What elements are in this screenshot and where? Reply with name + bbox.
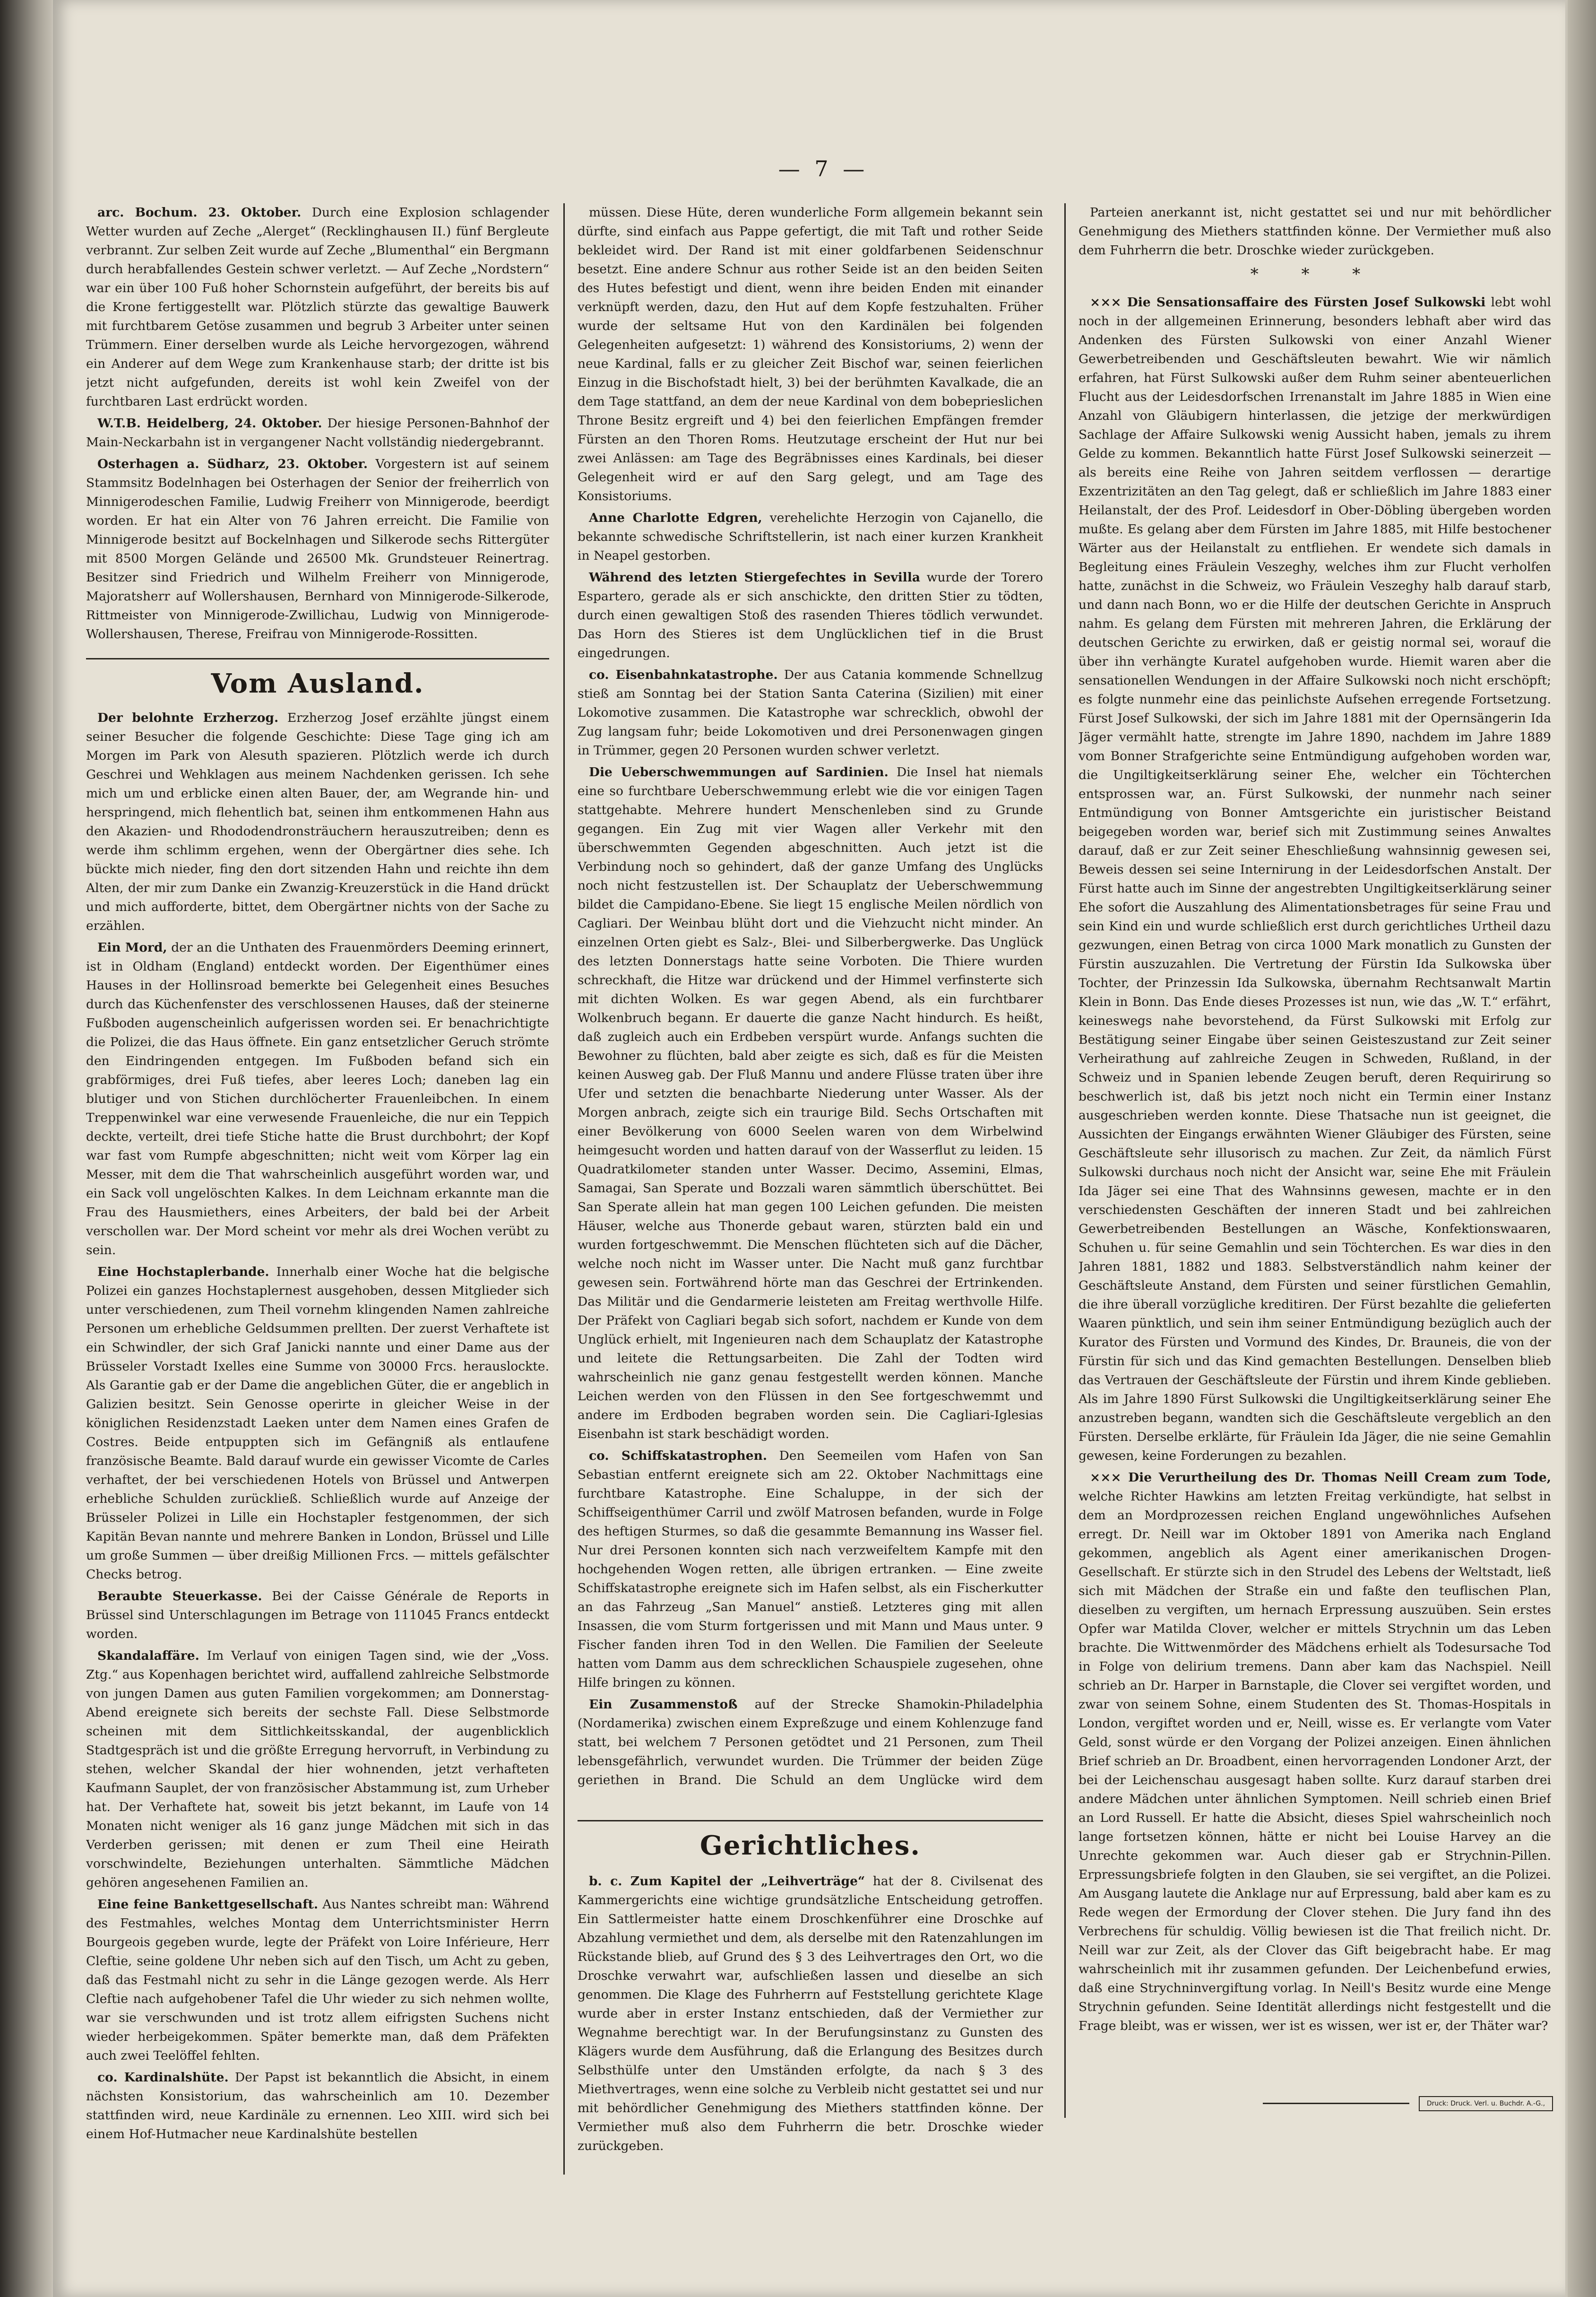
end-rule [1263, 2103, 1409, 2104]
court-column [578, 1872, 1043, 2203]
article-leihvertraege: b. c. Zum Kapitel der „Leihverträge“ hat der 8. Civilsenat des Kammergerichts eine wichtige grundsätzliche Entscheidung getroffen. Ein Sattlermeister hatte einem Droschkenführer eine Droschke auf Abzahlung vermiethet und dem, als derselbe mit den Ratenzahlungen im Rückstande blieb, auf Grund des § 3 des Leihvertrages den Ort, wo die Droschke verwahrt war, aufschließen lassen und dieselbe an sich genommen. Die Klage des Fuhrherrn auf Feststellung gerichtete Klage wurde aber in erster Instanz entschieden, daß der Vermiether zur Wegnahme berechtigt war. In der Berufungsinstanz zu Gunsten des Klägers wurde dem Ausführung, daß die Erlangung des Besitzes durch Selbsthülfe unter den Umständen erfolgte, da nach § 3 des Miethvertrages, wenn eine solche zu Verbleib nicht gestattet sei und nur mit behördlicher Genehmigung des Miethers stattfinden könne. Der Vermiether muß also dem Fuhrherrn die betr. Droschke wieder zurückgeben. [578, 1874, 1043, 2153]
article-steuerkasse: Beraubte Steuerkasse. Bei der Caisse Générale de Reports in Brüssel sind Unterschlagungen im Betrage von 111045 Francs entdeckt worden. [86, 1589, 549, 1641]
article-eisenbahnkatastrophe: co. Eisenbahnkatastrophe. Der aus Catania kommende Schnellzug stieß am Sonntag bei der Station Santa Caterina (Sizilien) mit einer Lokomotive zusammen. Die Katastrophe war schrecklich, obwohl der Zug langsam fuhr; beide Lokomotiven und drei Personenwagen gingen in Trümmer, gegen 20 Personen wurden schwer verletzt. [578, 667, 1043, 758]
article-bochum: arc. Bochum. 23. Oktober. Durch eine Explosion schlagender Wetter wurden auf Zeche „Alerget“ (Recklinghausen II.) fünf Bergleute verbrannt. Zur selben Zeit wurde auf Zeche „Blumenthal“ ein Bergmann durch herabfallendes Gestein schwer verletzt. — Auf Zeche „Nordstern“ war ein über 100 Fuß hoher Schornstein aufgeführt, der bereits bis auf die Krone fertiggestellt war. Plötzlich stürzte das gewaltige Bauwerk mit furchtbarem Getöse zusammen und begrub 3 Arbeiter unter seinen Trümmern. Einer derselben wurde als Leiche hervorgezogen, während ein Anderer auf dem Wege zum Krankenhause starb; der dritte ist bis jetzt nicht aufgefunden, dereits ist wohl kein Zweifel von der furchtbaren Last erdrückt worden. [86, 205, 549, 409]
article-sulkowski: ××× Die Sensationsaffaire des Fürsten Josef Sulkowski lebt wohl noch in der allgemeinen Erinnerung, besonders lebhaft aber wird das Andenken des Fürsten Sulkowski von einer Anzahl Wiener Gewerbetreibenden und Geschäftsleuten bewahrt. Wie wir nämlich erfahren, hat Fürst Sulkowski außer dem Ruhm seiner abenteuerlichen Flucht aus der Leidesdorfschen Irrenanstalt im Jahre 1885 in Wien eine Anzahl von Gläubigern hinterlassen, die jetzige der merkwürdigen Sachlage der Affaire Sulkowski wenig Aussicht haben, jemals zu ihrem Gelde zu kommen. Bekanntlich hatte Fürst Josef Sulkowski seinerzeit — als bereits eine Reihe von Jahren seitdem verflossen — derartige Exzentrizitäten an den Tag gelegt, daß er schließlich im Jahre 1883 einer Heilanstalt, der des Prof. Leidesdorf in Ober-Döbling übergeben worden mußte. Es gelang aber dem Fürsten im Jahre 1885, mit Hilfe bestochener Wärter aus der Heilanstalt zu entfliehen. Er wendete sich damals in Begleitung eines Fräulein Veszeghy, welches ihm zur Flucht verholfen hatte, zunächst in die Schweiz, wo Fräulein Veszeghy halb darauf starb, und dann nach Bonn, wo er die Hilfe der deutschen Gerichte in Anspruch nahm. Es gelang dem Fürsten mit mehreren Jahren, die Erklärung der deutschen Gerichte zu erwirken, daß er geistig normal sei, worauf die über ihn verhängte Kuratel aufgehoben wurde. Hiemit waren aber die sensationellen Wendungen in der Affaire Sulkowski noch nicht erschöpft; es folgte nunmehr eine das peinlichste Aufsehen erregende Fortsetzung. Fürst Josef Sulkowski, der sich im Jahre 1881 mit der Opernsängerin Ida Jäger vermählt hatte, strengte im Jahre 1890, nachdem im Jahre 1889 vom Bonner Strafgerichte seine Entmündigung aufgehoben worden war, die Ungiltigkeitserklärung seiner Ehe, welcher ein Töchterchen entsprossen war, an. Fürst Sulkowski, der nunmehr nach seiner Entmündigung von Bonner Amtsgerichte ein juristischer Beistand beigegeben worden war, berief sich mit Zustimmung seines Anwaltes darauf, daß er zur Zeit seiner Eheschließung wahnsinnig gewesen sei, Beweis dessen sei seine Internirung in der Leidesdorfschen Anstalt. Der Fürst hatte auch im Sinne der angestrebten Ungiltigkeitserklärung seiner Ehe sofort die Auszahlung des Alimentationsbetrages für seine Frau und sein Kind ein und wurde schließlich erst durch gerichtliches Urtheil dazu gezwungen, einen Betrag von circa 1000 Mark monatlich zu Gunsten der Fürstin auszuzahlen. Die Vertretung der Fürstin Ida Sulkowska über Tochter, der Prinzessin Ida Sulkowska, übernahm Rechtsanwalt Martin Klein in Bonn. Das Ende dieses Prozesses ist nun, wie das „W. T.“ erfährt, keineswegs nahe bevorstehend, da Fürst Sulkowski mit Erfolg zur Bestätigung seiner Eingabe über seinen Geisteszustand zur Zeit seiner Verheirathung auf zahlreiche Zeugen in Schweden, Rußland, in der Schweiz und in Spanien lebende Zeugen beruft, deren Requirirung so beschwerlich ist, daß bis jetzt noch nicht ein Termin einer Instanz ausgeschrieben werden konnte. Diese Thatsache nun ist geeignet, die Aussichten der Eingangs erwähnten Wiener Gläubiger des Fürsten, seine Geschäftsleute sehr illusorisch zu machen. Zur Zeit, da nämlich Fürst Sulkowski durchaus noch nicht der Ansicht war, seine Ehe mit Fräulein Ida Jäger sei eine That des Wahnsinns gewesen, machte er in den verschiedensten Geschäften der inneren Stadt und bei zahlreichen Gewerbetreibenden Bestellungen an Wäsche, Konfektionswaaren, Schuhen u. für seine Gemahlin und sein Töchterchen. Es war dies in den Jahren 1881, 1882 und 1883. Selbstverständlich nahm keiner der Geschäftsleute Anstand, dem Fürsten und seiner fürstlichen Gemahlin, die ihre überall vorzügliche kreditiren. Der Fürst bezahlte die gelieferten Waaren pünktlich, und sein ihm seiner Entmündigung bezüglich auch der Kurator des Fürsten und Vormund des Kindes, Dr. Brauneis, die von der Fürstin für sich und das Kind gemachten Bestellungen. Denselben blieb das Vertrauen der Geschäftsleute der Fürstin und ihrem Kinde geblieben. Als im Jahre 1890 Fürst Sulkowski die Ungiltigkeitserklärung seiner Ehe anzustreben begann, wandten sich die Geschäftsleute vergeblich an den Fürsten. Derselbe erklärte, für Fräulein Ida Jäger, die nie seine Gemahlin gewesen, keine Forderungen zu bezahlen. [1078, 295, 1551, 1463]
column-rule-2 [1064, 203, 1066, 2118]
column-2 [578, 203, 1043, 1792]
article-kardinalshuete-cont: müssen. Diese Hüte, deren wunderliche Form allgemein bekannt sein dürfte, sind einfach aus Pappe gefertigt, die mit Taft und rother Seide bekleidet wird. Der Rand ist mit einer goldfarbenen Seidenschnur besetzt. Eine andere Schnur aus rother Seide ist an den beiden Seiten des Hutes befestigt und dient, wenn ihre beiden Enden mit einander verknüpft werden, dazu, den Hut auf dem Kopfe festzuhalten. Früher wurde der seltsame Hut von den Kardinälen bei folgenden Gelegenheiten aufgesetzt: 1) während des Konsistoriums, 2) wenn der neue Kardinal, falls er zu gleicher Zeit Bischof war, seinen feierlichen Einzug in die Bischofstadt hielt, 3) bei der berühmten Kavalkade, die an dem Tage stattfand, an dem der neue Kardinal von dem bobeprieslichen Throne Besitz ergreift und 4) bei den feierlichen Empfängen fremder Fürsten an den Thoren Roms. Heutzutage erscheint der Hut nur bei zwei Anlässen: am Tage des Begräbnisses eines Kardinals, bei dieser Gelegenheit wird er auf den Sarg gelegt, und am Tage des Konsistoriums. [578, 205, 1043, 503]
article-zusammenstoss: Ein Zusammenstoß auf der Strecke Shamokin-Philadelphia (Nordamerika) zwischen einem Expreßzuge und einem Kohlenzuge fand statt, bei welchem 7 Personen getödtet und 21 Personen, zum Theil lebensgefährlich, verwundet wurden. Die Trümmer der beiden Züge geriethen in Brand. Die Schuld an dem Unglücke wird dem [578, 1697, 1043, 1787]
page-edge [1568, 0, 1596, 2297]
star-divider: * * * [1250, 265, 1380, 284]
book-binding-shadow [0, 0, 52, 2297]
article-mord: Ein Mord, der an die Unthaten des Frauenmörders Deeming erinnert, ist in Oldham (England) entdeckt worden. Der Eigenthümer eines Hauses in der Hollinsroad bemerkte bei Gelegenheit eines Besuches durch das Küchenfenster des verschlossenen Hauses, daß der steinerne Fußboden augenscheinlich aufgerissen worden sei. Er benachrichtigte die Polizei, die das Haus öffnete. Ein ganz entsetzlicher Geruch strömte den Eindringenden entgegen. Im Fußboden befand sich ein grabförmiges, drei Fuß tiefes, aber leeres Loch; daneben lag ein blutiger und von Stichen durchlöcherter Frauenleibchen. In einem Treppenwinkel war eine verwesende Frauenleiche, die nur ein Teppich deckte, verteilt, drei tiefe Stiche hatte die Brust durchbohrt; der Kopf war fast vom Rumpfe abgeschnitten; nicht weit vom Körper lag ein Messer, mit dem die That wahrscheinlich ausgeführt worden war, und ein Sack voll ungelöschten Kalkes. In dem Leichnam erkannte man die Frau des Hausmiethers, eines Arbeiters, der bald bei der Arbeit verschollen war. Der Mord scheint vor mehr als drei Wochen verübt zu sein. [86, 940, 549, 1257]
section-title-court: Gerichtliches. [578, 1820, 1043, 1862]
section-title-foreign: Vom Ausland. [86, 658, 549, 700]
article-sardinien: Die Ueberschwemmungen auf Sardinien. Die Insel hat niemals eine so furchtbare Ueberschwemmung erlebt wie die vor einigen Tagen stattgehabte. Mehrere hundert Menschenleben sind zu Grunde gegangen. Ein Zug mit vier Wagen aller Verkehr mit den überschwemmten Gegenden abgeschnitten. Auch jetzt ist die Verbindung noch so gehindert, daß der ganze Umfang des Unglücks noch nicht festzustellen ist. Der Schauplatz der Ueberschwemmung bildet die Campidano-Ebene. Sie liegt 15 englische Meilen nördlich von Cagliari. Der Weinbau blüht dort und die Viehzucht nicht minder. An einzelnen Orten giebt es Salz-, Blei- und Silberbergwerke. Das Unglück des letzten Donnerstags hatte seine Vorboten. Die Thiere wurden schreckhaft, die Hitze war drückend und der Himmel verfinsterte sich mit dichten Wolken. Es war gegen Abend, als ein furchtbarer Wolkenbruch begann. Er dauerte die ganze Nacht hindurch. Es heißt, daß zugleich auch ein Erdbeben verspürt wurde. Anfangs suchten die Bewohner zu flüchten, bald aber zeigte es sich, daß es für die Meisten keinen Ausweg gab. Der Fluß Mannu und andere Flüsse traten über ihre Ufer und setzten die benachbarte Niederung unter Wasser. Als der Morgen anbrach, zeigte sich ein traurige Bild. Sechs Ortschaften mit einer Bevölkerung von 6000 Seelen waren von dem Wirbelwind heimgesucht worden und hatten darauf von der Wasserflut zu leiden. 15 Quadratkilometer standen unter Wasser. Decimo, Assemini, Elmas, Samagai, San Sperate und Bozzali waren sämmtlich überschüttet. Bei San Sperate allein hat man gegen 100 Leichen gefunden. Die meisten Häuser, welche aus Thonerde gebaut waren, stürzten bald ein und wurden fortgeschwemmt. Die Menschen flüchteten sich auf die Dächer, welche noch nicht im Wasser unter. Die Nacht muß ganz furchtbar gewesen sein. Fortwährend hörte man das Geschrei der Ertrinkenden. Das Militär und die Gendarmerie leisteten am Freitag werthvolle Hilfe. Der Präfekt von Cagliari begab sich sofort, nachdem er Kunde von dem Unglück erhielt, mit Ingenieuren nach dem Schauplatz der Katastrophe und leitete die Rettungsarbeiten. Die Zahl der Todten wird wahrscheinlich nie ganz genau festgestellt werden können. Manche Leichen werden von den Flüssen in den See fortgeschwemmt und andere im Erdboden begraben worden sein. Die Cagliari-Iglesias Eisenbahn ist stark beschädigt worden. [578, 765, 1043, 1441]
printer-imprint: Druck: Druck. Verl. u. Buchdr. A.-G., [1419, 2096, 1553, 2111]
newspaper-page [53, 0, 1565, 2297]
article-erzherzog: Der belohnte Erzherzog. Erzherzog Josef erzählte jüngst einem seiner Besucher die folgende Geschichte: Diese Tage ging ich am Morgen im Park von Alesuth spazieren. Plötzlich werde ich durch Geschrei und Wehklagen aus meinem Nachdenken gerissen. Ich sehe mich um und erblicke einen alten Bauer, der, am Wegrande hin- und herspringend, mich flehentlich bat, seinen ihm entkommenen Hahn aus den Akazien- und Rhododendronsträuchern herauszutreiben; denn es werde ihm schlimm ergehen, wenn der Obergärtner dies sehe. Ich bückte mich nieder, fing den dort sitzenden Hahn und reichte ihn dem Alten, der mir zum Danke ein Zwanzig-Kreuzerstück in die Hand drückt und mich aufforderte, bittet, dem Obergärtner nichts von der Sache zu erzählen. [86, 711, 549, 933]
article-bankettgesellschaft: Eine feine Bankettgesellschaft. Aus Nantes schreibt man: Während des Festmahles, welches Montag dem Unterrichtsminister Herrn Bourgeois gegeben wurde, legte der Präfekt von Loire Inférieure, Herr Cleftie, seine goldene Uhr neben sich auf den Tisch, um Acht zu geben, daß das Festmahl nicht zu sehr in die Länge gezogen werde. Als Herr Cleftie nach aufgehobener Tafel die Uhr wieder zu sich nehmen wollte, war sie verschwunden und ist trotz allem eifrigsten Suchens nicht wieder herbeigekommen. Später bemerkte man, daß dem Präfekten auch zwei Teelöffel fehlten. [86, 1897, 549, 2063]
article-cream: ××× Die Verurtheilung des Dr. Thomas Neill Cream zum Tode, welche Richter Hawkins am letzten Freitag verkündigte, hat selbst in dem an Mordprozessen reichen England ungewöhnliches Aufsehen erregt. Dr. Neill war im Oktober 1891 von Amerika nach England gekommen, angeblich als Agent einer amerikanischen Drogen-Gesellschaft. Er stürzte sich in den Strudel des Lebens der Weltstadt, ließ sich mit Mädchen der Straße ein und faßte den teuflischen Plan, dieselben zu vergiften, um hernach Erpressung auszuüben. Sein erstes Opfer war Matilda Clover, welcher er mittels Strychnin um das Leben brachte. Die Wittwenmörder des Mädchens erhielt als Todesursache Tod in Folge von delirium tremens. Dann aber kam das Nachspiel. Neill schrieb an Dr. Harper in Barnstaple, die Clover sei vergiftet worden, und zwar von seinem Sohne, einem Studenten des St. Thomas-Hospitals in London, vergiftet worden und er, Neill, wisse es. Er verlangte vom Vater Geld, sonst würde er den Vorgang der Polizei anzeigen. Einen ähnlichen Brief schrieb an Dr. Broadbent, einen hervorragenden Londoner Arzt, der bei der Leichenschau ausgesagt haben sollte. Kurz darauf starben drei andere Mädchen unter ähnlichen Symptomen. Neill schrieb einen Brief an Lord Russell. Er hatte die Absicht, dieses Spiel wahrscheinlich noch lange fortsetzen können, hätte er nicht bei Louise Harvey an die Unrechte gekommen war. Auch dieser gab er Strychnin-Pillen. Erpressungsbriefe folgten in den Glauben, sie sei vergiftet, an die Polizei. Am Ausgang lautete die Anklage nur auf Erpressung, bald aber kam es zu Rede wegen der Ermordung der Clover stehen. Die Jury fand ihn des Verbrechens für schuldig. Völlig bewiesen ist die That freilich nicht. Dr. Neill war zur Zeit, als der Clover das Gift beigebracht habe. Er mag wahrscheinlich mit ihr zusammen gefunden. Der Leichenbefund erwies, daß eine Strychninvergiftung vorlag. In Neill's Besitz wurde eine Menge Strychnin gefunden. Seine Identität allerdings nicht festgestellt und die Frage bleibt, was er wissen, wer ist es wissen, wer ist er, der Thäter war? [1078, 1470, 1551, 2033]
article-edgren: Anne Charlotte Edgren, verehelichte Herzogin von Cajanello, die bekannte schwedische Schriftstellerin, ist nach einer kurzen Krankheit in Neapel gestorben. [578, 511, 1043, 563]
article-hochstaplerbande: Eine Hochstaplerbande. Innerhalb einer Woche hat die belgische Polizei ein ganzes Hochstaplernest ausgehoben, dessen Mitglieder sich unter verschiedenen, zum Theil vornehm klingenden Namen zahlreiche Personen um erhebliche Geldsummen prellten. Der zuerst Verhaftete ist ein Schwindler, der sich Graf Janicki nannte und einer Dame aus der Brüsseler Vorstadt Ixelles eine Summe von 30000 Frcs. herauslockte. Als Garantie gab er der Dame die angeblichen Güter, die er angeblich in Galizien besitzt. Sein Genosse operirte in gleicher Weise in der königlichen Residenzstadt Laeken unter dem Namen eines Grafen de Costres. Beide entpuppten sich im Gefängniß als entlaufene französische Beamte. Bald darauf wurde ein gewisser Vicomte de Carles verhaftet, der bei verschiedenen Hotels von Brüssel und Antwerpen erhebliche Schulden zurückließ. Schließlich wurde auf Anzeige der Brüsseler Polizei in Lille ein Hochstapler festgenommen, der sich Kapitän Bevan nannte und mehrere Banken in London, Brüssel und Lille um große Summen — über dreißig Millionen Frcs. — mittels gefälschter Checks betrog. [86, 1265, 549, 1582]
page-number: — 7 — [778, 156, 869, 182]
article-heidelberg: W.T.B. Heidelberg, 24. Oktober. Der hiesige Personen-Bahnhof der Main-Neckarbahn ist in vergangener Nacht vollständig niedergebrannt. [86, 416, 549, 450]
column-rule-1 [563, 203, 565, 2175]
court-section-header [578, 1806, 1043, 1871]
article-stiergefecht: Während des letzten Stiergefechtes in Sevilla wurde der Torero Espartero, gerade als er sich anschickte, den dritten Stier zu tödten, durch einen gewaltigen Stoß des rasenden Thieres tödlich verwundet. Das Horn des Stieres ist dem Unglücklichen tief in die Brust eingedrungen. [578, 570, 1043, 660]
column-1 [86, 203, 549, 2179]
article-skandalaffaere: Skandalaffäre. Im Verlauf von einigen Tagen sind, wie der „Voss. Ztg.“ aus Kopenhagen berichtet wird, auffallend zahlreiche Selbstmorde von jungen Damen aus guten Familien vorgekommen; am Donnerstag-Abend ereignete sich bereits der sechste Fall. Diese Selbstmorde scheinen mit dem Sittlichkeitsskandal, der augenblicklich Stadtgespräch ist und die größte Erregung hervorruft, in Verbindung zu stehen, welcher Skandal der hier wohnenden, jetzt verhafteten Kaufmann Sauplet, der von französischer Abstammung ist, zum Urheber hat. Der Verhaftete hat, soweit bis jetzt bekannt, im Laufe von 14 Monaten nicht weniger als 16 ganz junge Mädchen mit sich in das Verderben gerissen; mit denen er zum Theil eine Heirath vorschwindelte, Beziehungen unterhalten. Sämmtliche Mädchen gehören angesehenen Familien an. [86, 1648, 549, 1890]
column-3 [1078, 203, 1551, 2118]
article-osterhagen: Osterhagen a. Südharz, 23. Oktober. Vorgestern ist auf seinem Stammsitz Bodelnhagen bei Osterhagen der Senior der freiherrlich von Minnigerodeschen Familie, Ludwig Freiherr von Minnigerode, beerdigt worden. Er hat ein Alter von 76 Jahren erreicht. Die Familie von Minnigerode besitzt auf Bockelnhagen und Silkerode sechs Rittergüter mit 8500 Morgen Gelände und 26500 Mk. Grundsteuer Reinertrag. Besitzer sind Friedrich und Wilhelm Freiherr von Minnigerode, Majoratsherr auf Wollershausen, Bernhard von Minnigerode-Silkerode, Rittmeister von Minnigerode-Zwillichau, Ludwig von Minnigerode-Wollershausen, Therese, Freifrau von Minnigerode-Rossitten. [86, 457, 549, 641]
article-leihvertraege-cont: Parteien anerkannt ist, nicht gestattet sei und nur mit behördlicher Genehmigung des Miethers stattfinden könne. Der Vermiether muß also dem Fuhrherrn die betr. Droschke wieder zurückgeben. [1078, 205, 1551, 258]
article-kardinalshuete: co. Kardinalshüte. Der Papst ist bekanntlich die Absicht, in einem nächsten Konsistorium, das wahrscheinlich am 10. Dezember stattfinden wird, neue Kardinäle zu ernennen. Leo XIII. wird sich bei einem Hof-Hutmacher neue Kardinalshüte bestellen [86, 2070, 549, 2141]
article-schiffskatastrophen: co. Schiffskatastrophen. Den Seemeilen vom Hafen von San Sebastian entfernt ereignete sich am 22. Oktober Nachmittags eine furchtbare Katastrophe. Eine Schaluppe, in der sich der Schiffseigenthümer Carril und zwölf Matrosen befanden, wurde in Folge des heftigen Sturmes, so daß die gesammte Bemannung ins Wasser fiel. Nur drei Personen konnten sich nach verzweifeltem Kampfe mit den hochgehenden Wogen retten, alle übrigen ertranken. — Eine zweite Schiffskatastrophe ereignete sich im Hafen selbst, als ein Fischerkutter an das Fahrzeug „San Manuel“ anstieß. Letzteres ging mit allen Insassen, die vom Sturm fortgerissen und mit Mann und Maus unter. 9 Fischer fanden ihren Tod in den Wellen. Die Familien der Seeleute hatten vom Damm aus dem schrecklichen Schauspiele zugesehen, ohne Hilfe bringen zu können. [578, 1448, 1043, 1690]
